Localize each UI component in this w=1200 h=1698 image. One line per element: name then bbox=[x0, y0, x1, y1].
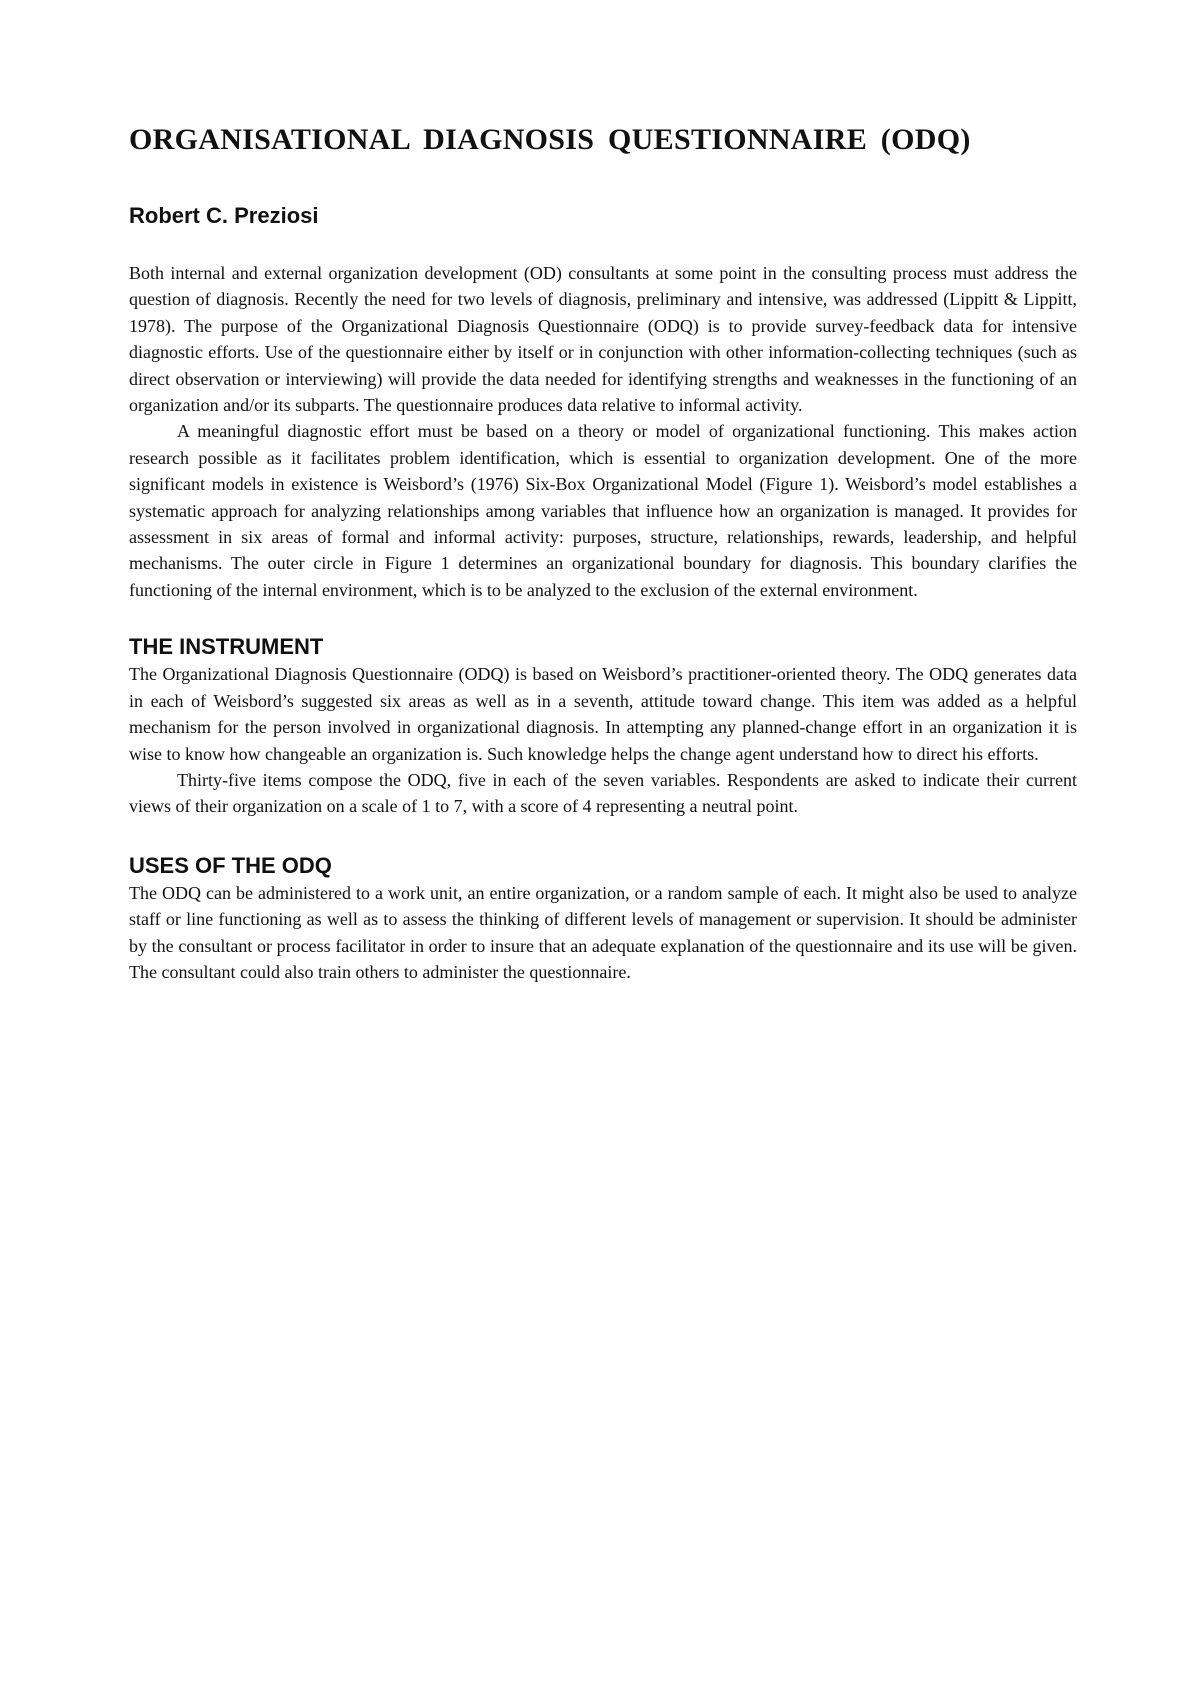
document-title: ORGANISATIONAL DIAGNOSIS QUESTIONNAIRE (ODQ) bbox=[129, 123, 971, 156]
intro-paragraph-1: Both internal and external organization development (OD) consultants at some point in the consulting process must address the question of diagnosis. Recently the need for two levels of diagnosis, preliminary and intensive, was addressed (Lippitt & Lippitt, 1978). The purpose of the Organizational Diagnosis Questionnaire (ODQ) is to provide survey-feedback data for intensive diagnostic efforts. Use of the questionnaire either by itself or in conjunction with other information-collecting techniques (such as direct observation or interviewing) will provide the data needed for identifying strengths and weaknesses in the functioning of an organization and/or its subparts. The questionnaire produces data relative to informal activity. bbox=[129, 263, 1077, 416]
intro-paragraph-2: A meaningful diagnostic effort must be based on a theory or model of organizational functioning. This makes action research possible as it facilitates problem identification, which is essential to organization development. One of the more significant models in existence is Weisbord’s (1976) Six-Box Organizational Model (Figure 1). Weisbord’s model establishes a systematic approach for analyzing relationships among variables that influence how an organization is managed. It provides for assessment in six areas of formal and informal activity: purposes, structure, relationships, rewards, leadership, and helpful mechanisms. The outer circle in Figure 1 determines an organizational boundary for diagnosis. This boundary clarifies the functioning of the internal environment, which is to be analyzed to the exclusion of the external environment. bbox=[129, 421, 1077, 600]
author-name: Robert C. Preziosi bbox=[129, 203, 319, 228]
instrument-paragraph-2: Thirty-five items compose the ODQ, five in each of the seven variables. Respondents are asked to indicate their current views of their organization on a scale of 1 to 7, with a score of 4 representing a neutral point. bbox=[129, 769, 1077, 817]
document-page bbox=[129, 122, 1077, 985]
instrument-paragraph-1: The Organizational Diagnosis Questionnaire (ODQ) is based on Weisbord’s practitioner-oriented theory. The ODQ generates data in each of Weisbord’s suggested six areas as well as in a seventh, attitude toward change. This item was added as a helpful mechanism for the person involved in organizational diagnosis. In attempting any planned-change effort in an organization it is wise to know how changeable an organization is. Such knowledge helps the change agent understand how to direct his efforts. bbox=[129, 664, 1077, 764]
section-heading-uses: USES OF THE ODQ bbox=[129, 852, 332, 878]
uses-paragraph-1: The ODQ can be administered to a work unit, an entire organization, or a random sample of each. It might also be used to analyze staff or line functioning as well as to assess the thinking of different levels of management or supervision. It should be administer by the consultant or process facilitator in order to insure that an adequate explanation of the questionnaire and its use will be given. The consultant could also train others to administer the questionnaire. bbox=[129, 882, 1077, 982]
section-heading-instrument: THE INSTRUMENT bbox=[129, 634, 324, 660]
